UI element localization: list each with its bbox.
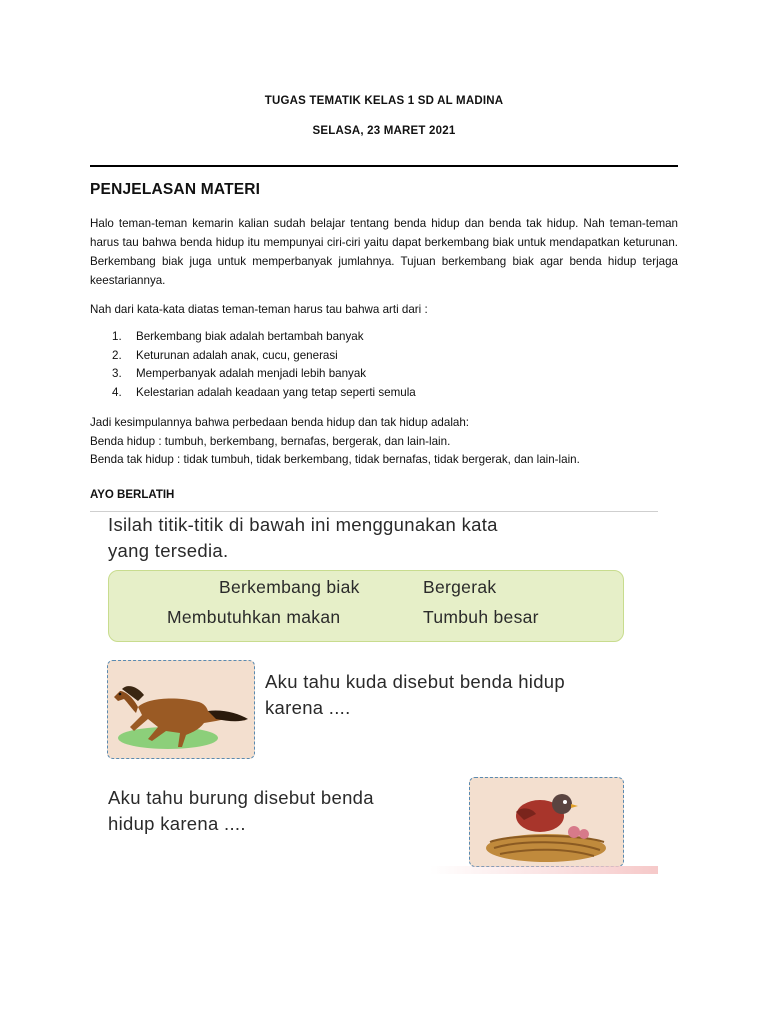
bird-nest-illustration-icon <box>470 778 623 866</box>
list-item: 3. Memperbanyak adalah menjadi lebih banyak <box>112 367 367 381</box>
definitions-list <box>90 328 416 402</box>
word-option: Berkembang biak <box>219 577 360 597</box>
exercise-instruction: Isilah titik-titik di bawah ini menggunakan kata yang tersedia. <box>108 514 498 561</box>
intro-paragraph: Halo teman-teman kemarin kalian sudah belajar tentang benda hidup dan benda tak hidup. Nah teman-teman harus tau bahwa benda hidup itu mempunyai ciri-ciri yaitu dapat berkembang biak untuk mendapatkan keturunan. Berkembang biak juga untuk memperbanyak jumlahnya. Tujuan berkembang biak agar benda hidup terjaga keestariannya. <box>90 217 678 287</box>
word-option: Membutuhkan makan <box>167 607 341 627</box>
list-item: 2. Keturunan adalah anak, cucu, generasi <box>112 348 338 362</box>
word-option: Bergerak <box>423 577 497 597</box>
header-divider <box>90 165 678 167</box>
practice-title: AYO BERLATIH <box>90 489 175 501</box>
document-date: SELASA, 23 MARET 2021 <box>312 125 456 137</box>
question-2: Aku tahu burung disebut benda hidup karena .... <box>108 787 374 834</box>
document-title: TUGAS TEMATIK KELAS 1 SD AL MADINA <box>264 95 504 107</box>
horse-image <box>107 660 255 759</box>
bird-nest-image <box>469 777 624 867</box>
list-item: 4. Kelestarian adalah keadaan yang tetap seperti semula <box>112 385 416 399</box>
horse-illustration-icon <box>108 661 254 758</box>
decorative-strip <box>430 866 658 874</box>
word-bank <box>108 570 624 642</box>
conclusion-line: Benda hidup : tumbuh, berkembang, bernafas, bergerak, dan lain-lain. <box>90 434 451 448</box>
conclusion-line: Jadi kesimpulannya bahwa perbedaan benda hidup dan tak hidup adalah: <box>90 416 470 429</box>
conclusion-line: Benda tak hidup : tidak tumbuh, tidak berkembang, tidak bernafas, tidak bergerak, dan lain-lain. <box>90 453 580 467</box>
definitions-intro: Nah dari kata-kata diatas teman-teman harus tau bahwa arti dari : <box>90 303 428 316</box>
conclusion <box>90 414 678 470</box>
question-1: Aku tahu kuda disebut benda hidup karena .... <box>265 671 565 718</box>
section-title: PENJELASAN MATERI <box>90 181 261 198</box>
list-item: 1. Berkembang biak adalah bertambah banyak <box>112 330 364 343</box>
word-option: Tumbuh besar <box>423 607 539 627</box>
